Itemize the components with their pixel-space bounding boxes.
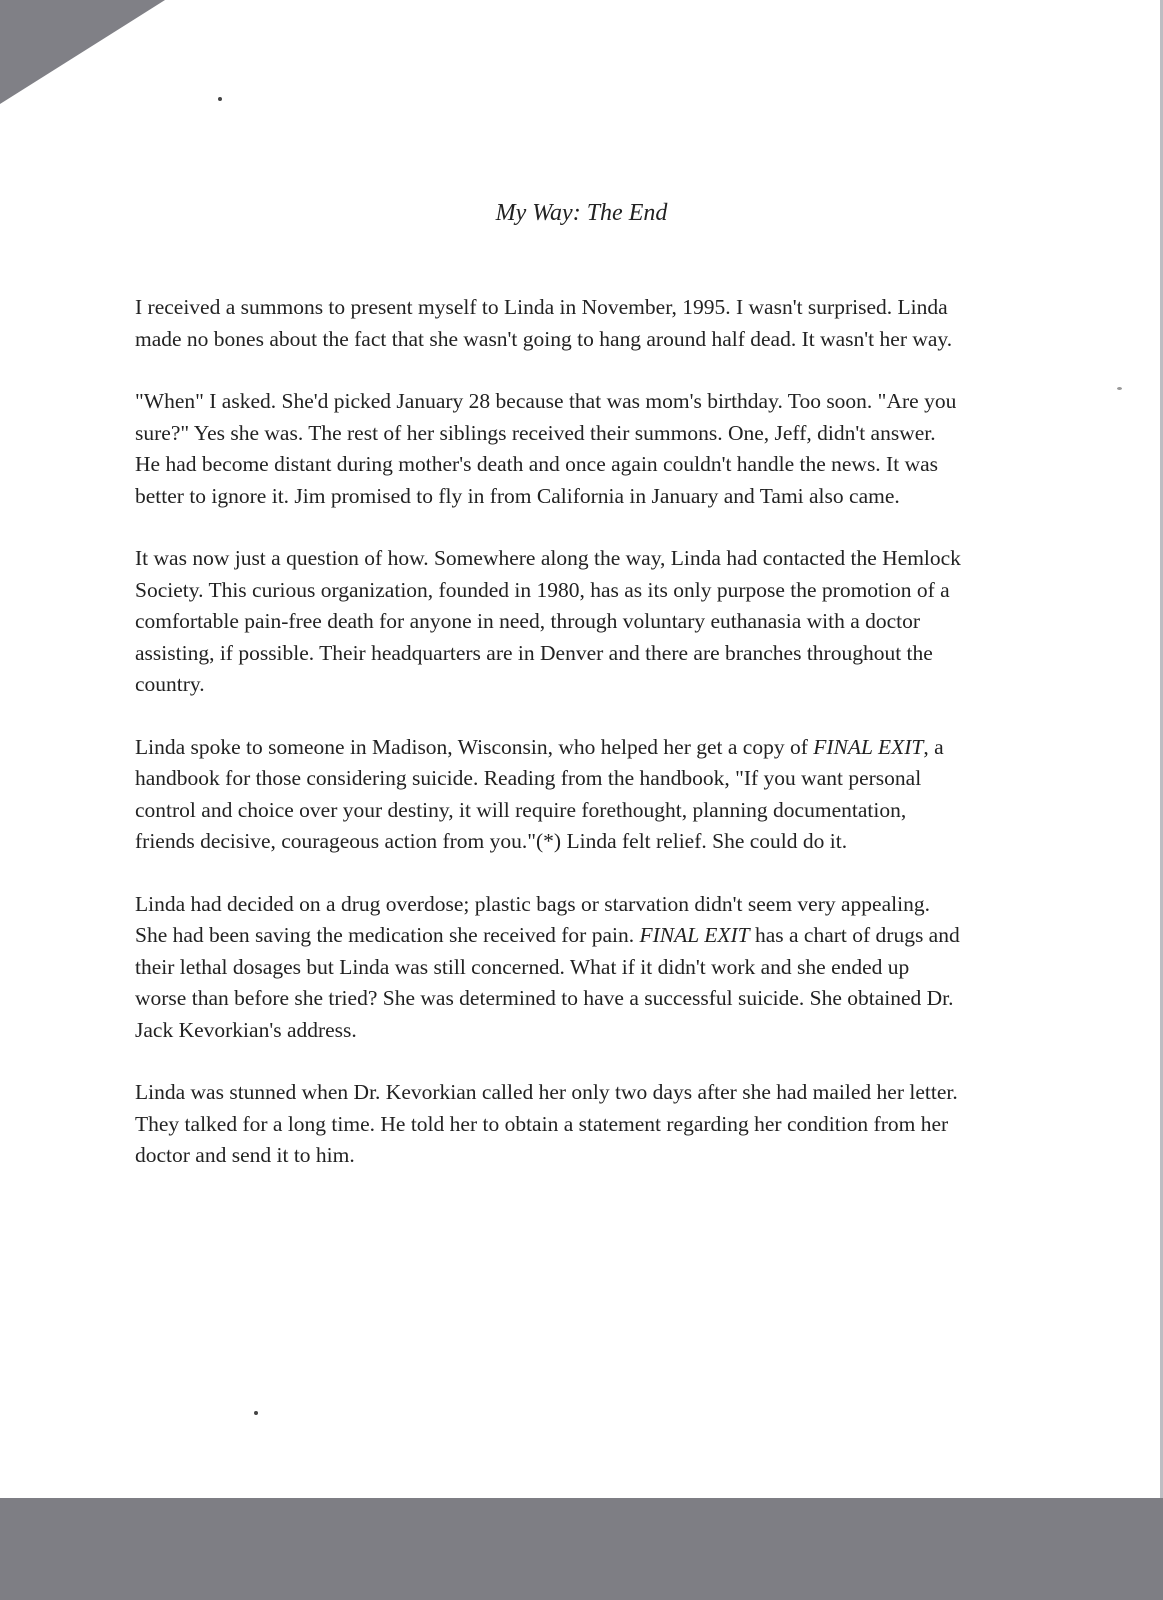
- book-title-italic: FINAL EXIT: [639, 923, 750, 947]
- paragraph-3: [135, 543, 965, 701]
- paragraph-text: Linda was stunned when Dr. Kevorkian called her only two days after she had mailed her letter. They talked for a long time. He told her to obtain a statement regarding her condition from her doctor and send it to him.: [135, 1080, 958, 1167]
- document-body: [135, 292, 965, 1203]
- paragraph-5: [135, 889, 965, 1047]
- scan-speck: [1117, 387, 1122, 390]
- paragraph-text: It was now just a question of how. Somewhere along the way, Linda had contacted the Hemlock Society. This curious organization, founded in 1980, has as its only purpose the promotion of a comfortable pain-free death for anyone in need, through voluntary euthanasia with a doctor assisting, if possible. Their headquarters are in Denver and there are branches throughout the country.: [135, 546, 961, 696]
- document-title: My Way: The End: [495, 200, 668, 226]
- paragraph-text: has a chart of drugs and their lethal dosages but Linda was still concerned. What if it didn't work and she ended up worse than before she tried? She was determined to have a successful suicide. She obtained Dr. Jack Kevorkian's address.: [135, 923, 960, 1042]
- paragraph-text: Linda had decided on a drug overdose; plastic bags or starvation didn't seem very appealing. She had been saving the medication she received for pain.: [135, 891, 930, 947]
- paragraph-6: [135, 1077, 965, 1172]
- paragraph-text: Linda spoke to someone in Madison, Wisconsin, who helped her get a copy of: [135, 734, 814, 759]
- scan-speck: [254, 1411, 258, 1415]
- paragraph-text: I received a summons to present myself to Linda in November, 1995. I wasn't surprised. Linda made no bones about the fact that she wasn't going to hang around half dead. It wasn't her way.: [135, 295, 953, 351]
- paragraph-text: , a handbook for those considering suicide. Reading from the handbook, "If you want personal control and choice over your destiny, it will require forethought, planning documentation, friends decisive, courageous action from you."(*) Linda felt relief. She could do it.: [135, 734, 944, 853]
- scan-speck: [218, 97, 222, 101]
- paragraph-1: [135, 292, 965, 355]
- folded-corner: [0, 0, 165, 104]
- book-title-italic: FINAL EXIT: [813, 734, 924, 759]
- paragraph-text: "When" I asked. She'd picked January 28 because that was mom's birthday. Too soon. "Are you sure?" Yes she was. The rest of her siblings received their summons. One, Jeff, didn't answer. He had become distant during mother's death and once again couldn't handle the news. It was better to ignore it. Jim promised to fly in from California in January and Tami also came.: [135, 389, 957, 508]
- paragraph-2: [135, 386, 965, 512]
- paragraph-4: [135, 732, 965, 858]
- scanner-background: [0, 1498, 1163, 1600]
